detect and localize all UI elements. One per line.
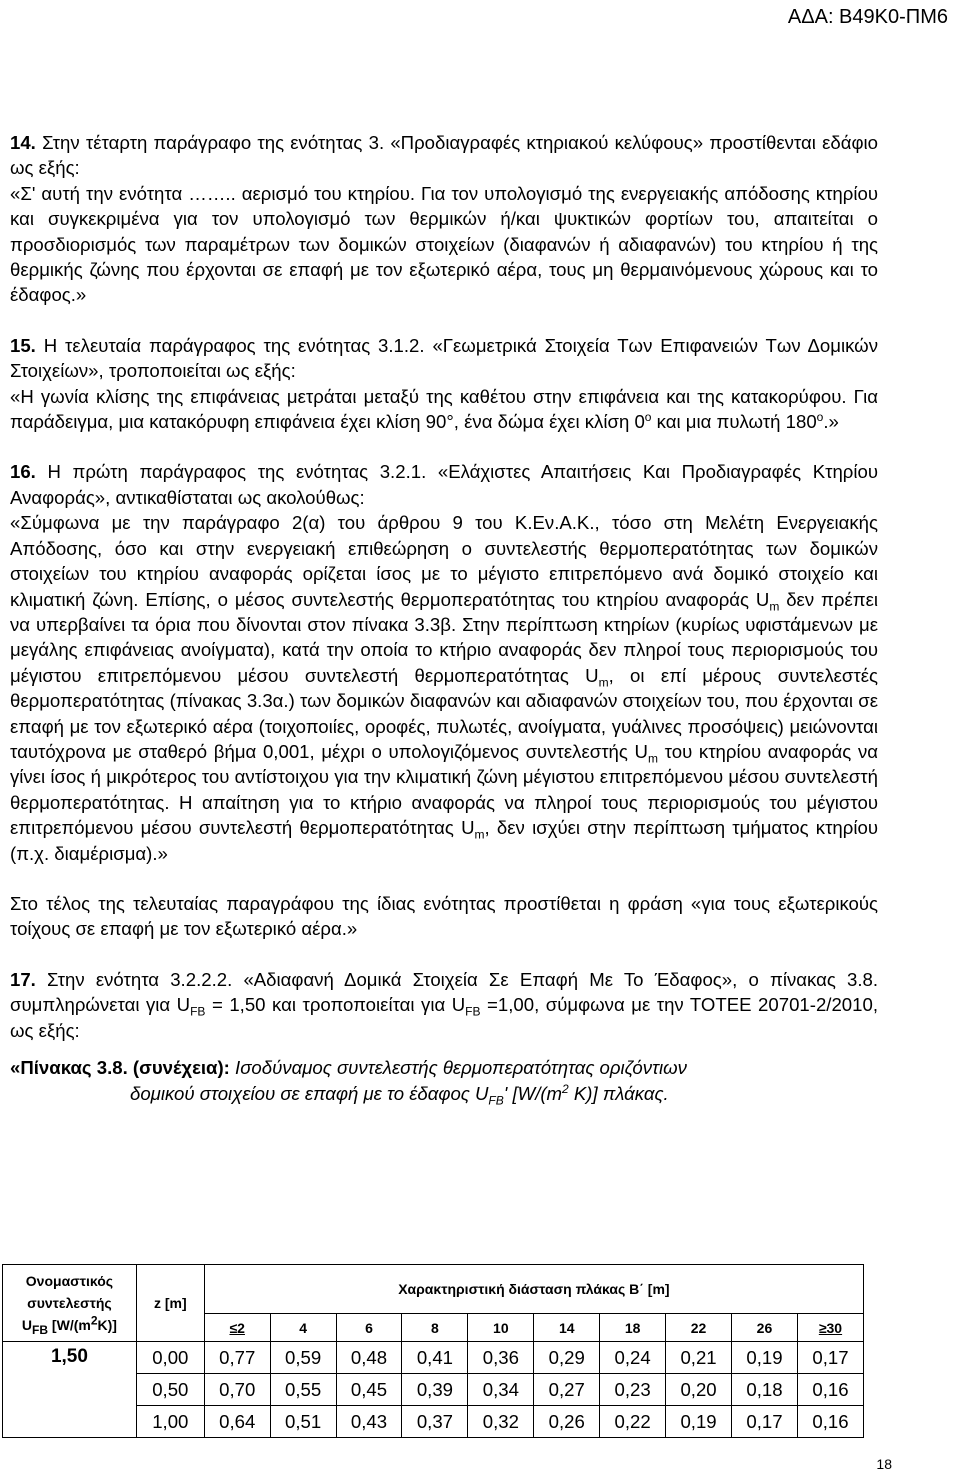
u-value-cell: 0,55 — [270, 1374, 336, 1406]
section-16 — [10, 459, 878, 866]
slab-dimension-label: 26 — [756, 1319, 773, 1336]
slab-dimension-value — [204, 1314, 270, 1342]
table-caption — [10, 1055, 878, 1081]
u-value-cell: 0,36 — [468, 1342, 534, 1374]
subscript: FB — [32, 1322, 49, 1337]
u-value-cell: 0,22 — [600, 1406, 666, 1438]
slab-dimension-value — [797, 1314, 863, 1342]
section-quote: «Σ' αυτή την ενότητα …….. αερισμό του κτηρίου. Για τον υπολογισμό της ενεργειακής απόδοσης κτηρίου και συγκεκριμένα για τον υπολογισμό των θερμικών ή/και ψυκτικών φορτίων του, απαιτείται ο προσδιορισμός των παραμέτρων των δομικών στοιχείων (διαφανών ή αδιαφανών) του κτηρίου ή της θερμικής ζώνης που έρχονται σε επαφή με τον εξωτερικό αέρα, τους μη θερμαινόμενους χώρους και το έδαφος.» — [10, 182, 878, 306]
page-number: 18 — [876, 1456, 892, 1472]
section-number: 16. — [10, 461, 36, 483]
u-value-cell: 0,26 — [534, 1406, 600, 1438]
u-value-cell: 0,32 — [468, 1406, 534, 1438]
caption-label: «Πίνακας 3.8. (συνέχεια): — [10, 1057, 230, 1078]
slab-dimension-header: Χαρακτηριστική διάσταση πλάκας Β΄ [m] — [204, 1265, 863, 1314]
header-text: U — [21, 1317, 33, 1333]
slab-dimension-label: 10 — [493, 1319, 509, 1336]
document-body — [10, 130, 878, 1107]
u-value-cell: 0,51 — [270, 1406, 336, 1438]
u-value-cell: 0,45 — [336, 1374, 402, 1406]
z-header: z [m] — [136, 1265, 204, 1342]
subscript: m — [769, 599, 780, 614]
table-body — [3, 1342, 864, 1438]
u-value-cell: 0,43 — [336, 1406, 402, 1438]
section-number: 15. — [10, 334, 36, 356]
slab-dimension-value — [468, 1314, 534, 1342]
z-value: 0,50 — [136, 1374, 204, 1406]
u-value-cell: 0,17 — [797, 1342, 863, 1374]
section-quote: «Σύμφωνα με την παράγραφο 2(α) του άρθρου 9 του Κ.Εν.Α.Κ., τόσο στη Μελέτη Ενεργειακής Απόδοσης, όσο και στην ενεργειακή επιθεώρηση ο συντελεστής θερμοπερατότητας των δομικών στοιχείων του κτηρίου αναφοράς ορίζεται ίσος με το μέγιστο επιτρεπόμενο ανά δομικό στοιχείο και κλιματική ζώνη. Επίσης, ο μέσος συντελεστής θερμοπερατότητας του κτηρίου αναφοράς U — [10, 512, 878, 610]
u-value-cell: 0,20 — [666, 1374, 732, 1406]
slab-dimension-value — [336, 1314, 402, 1342]
u-value-cell: 0,16 — [797, 1374, 863, 1406]
section-14 — [10, 130, 878, 308]
degree-mark: ο — [816, 409, 824, 424]
slab-dimension-label: 6 — [365, 1319, 373, 1336]
u-value-cell: 0,19 — [666, 1406, 732, 1438]
slab-dimension-value — [270, 1314, 336, 1342]
subscript: m — [647, 751, 658, 766]
section-quote: , δεν ισχύει στην περίπτωση τμήματος κτηρίου (π.χ. διαμέρισμα).» — [10, 817, 878, 864]
u-value-cell: 0,59 — [270, 1342, 336, 1374]
section-number: 14. — [10, 132, 36, 153]
u-value-cell: 0,27 — [534, 1374, 600, 1406]
slab-dimension-label: 8 — [431, 1319, 439, 1336]
header-text: K)] — [97, 1317, 117, 1333]
slab-dimension-value — [666, 1314, 732, 1342]
table-row — [3, 1342, 864, 1374]
slab-dimension-label: 22 — [690, 1319, 707, 1336]
section-intro: Στην ενότητα 3.2.2.2. «Αδιαφανή Δομικά Στοιχεία Σε Επαφή Με Το Έδαφος», ο πίνακας 3.8. συμπληρώνεται για U — [10, 968, 878, 1016]
section-15 — [10, 333, 878, 435]
u-value-cell: 0,16 — [797, 1406, 863, 1438]
caption-text: K)] πλάκας. — [568, 1083, 669, 1104]
slab-dimension-value — [534, 1314, 600, 1342]
u-value-cell: 0,39 — [402, 1374, 468, 1406]
u-value-cell: 0,21 — [666, 1342, 732, 1374]
u-value-cell: 0,17 — [732, 1406, 798, 1438]
section-intro: Η τελευταία παράγραφος της ενότητας 3.1.2. «Γεωμετρικά Στοιχεία Των Επιφανειών Των Δομικών Στοιχείων», τροποποιείται ως εξής: — [10, 334, 878, 382]
section-quote: και μια πυλωτή 180 — [651, 411, 817, 433]
u-value-cell: 0,19 — [732, 1342, 798, 1374]
z-value: 1,00 — [136, 1406, 204, 1438]
section-intro: = 1,50 και τροποποιείται για U — [205, 994, 466, 1016]
header-text: συντελεστής — [27, 1295, 112, 1311]
u-value-cell: 0,18 — [732, 1374, 798, 1406]
slab-dimension-label: ≤2 — [229, 1319, 245, 1336]
section-quote: του κτηρίου αναφοράς να γίνει ίσος ή μικρότερος του αντίστοιχου για την κλιματική ζώνη μέγιστου επιτρεπόμενου μέσου συντελεστή θερμοπερατότητας. Η απαίτηση για το κτήριο αναφοράς να πληροί τους περιορισμούς του μέγιστου επιτρεπόμενου μέσου συντελεστή θερμοπερατότητας U — [10, 740, 878, 839]
section-quote: δεν πρέπει να υπερβαίνει τα όρια που δίνονται στον πίνακα 3.3β. Στην περίπτωση κτηρίων (κυρίως υφιστάμενων με μεγάλης επιφάνειας ανοίγματα), κατά την οποία το κτήριο αναφοράς δεν πληροί τους περιορισμούς του μέγιστου επιτρεπόμενου μέσου συντελεστή θερμοπερατότητας U — [10, 588, 878, 686]
u-value-cell: 0,23 — [600, 1374, 666, 1406]
u-value-cell: 0,48 — [336, 1342, 402, 1374]
document-code: ΑΔΑ: Β49Κ0-ΠΜ6 — [787, 6, 948, 28]
u-value-cell: 0,29 — [534, 1342, 600, 1374]
u-value-cell: 0,70 — [204, 1374, 270, 1406]
z-value: 0,00 — [136, 1342, 204, 1374]
section-17 — [10, 967, 878, 1043]
subscript: FB — [465, 1004, 481, 1019]
slab-dimension-value — [600, 1314, 666, 1342]
section-number: 17. — [10, 968, 36, 990]
superscript: 2 — [90, 1313, 98, 1328]
u-value-cell: 0,41 — [402, 1342, 468, 1374]
ufb-value: 1,50 — [3, 1342, 137, 1438]
section-quote: .» — [823, 411, 839, 433]
superscript: 2 — [562, 1081, 569, 1096]
u-value-cell: 0,24 — [600, 1342, 666, 1374]
caption-text: ' [W/(m — [503, 1083, 563, 1104]
header-text: [W/(m — [48, 1317, 91, 1333]
slab-dimension-value — [732, 1314, 798, 1342]
nominal-coefficient-header — [3, 1265, 137, 1342]
subscript: m — [598, 675, 609, 690]
subscript: m — [474, 827, 485, 842]
section-quote: «Η γωνία κλίσης της επιφάνειας μετράται μεταξύ της καθέτου στην επιφάνεια και της κατακορύφου. Για παράδειγμα, μια κατακόρυφη επιφάνεια έχει κλίση 90°, ένα δώμα έχει κλίση 0 — [10, 385, 878, 433]
section-quote: , οι επί μέρους συντελεστές θερμοπερατότητας (πίνακας 3.3α.) των δομικών διαφανών και αδιαφανών στοιχείων του, που έρχονται σε επαφή με τον εξωτερικό αέρα (τοιχοποιίες, οροφές, πυλωτές, ανοίγματα, γυάλινες προσόψεις) μειώνονται ταυτόχρονα με σταθερό βήμα 0,001, μέχρι ο υπολογιζόμενος συντελεστής U — [10, 664, 878, 762]
slab-dimension-label: ≥30 — [818, 1319, 843, 1336]
u-value-cell: 0,77 — [204, 1342, 270, 1374]
header-text: Ονομαστικός — [25, 1273, 114, 1289]
degree-mark: ο — [644, 409, 652, 424]
subscript: FB — [488, 1093, 504, 1108]
slab-dimension-value — [402, 1314, 468, 1342]
slab-dimension-label: 4 — [299, 1319, 308, 1336]
caption-text: Ισοδύναμος συντελεστής θερμοπερατότητας οριζόντιων — [229, 1057, 687, 1078]
slab-dimension-label: 14 — [558, 1319, 575, 1336]
section-16-addendum: Στο τέλος της τελευταίας παραγράφου της ίδιας ενότητας προστίθεται η φράση «για τους εξωτερικούς τοίχους σε επαφή με τον εξωτερικό αέρα.» — [10, 892, 878, 940]
section-intro: Η πρώτη παράγραφος της ενότητας 3.2.1. «Ελάχιστες Απαιτήσεις Και Προδιαγραφές Κτηρίου Αναφοράς», αντικαθίσταται ως ακολούθως: — [10, 461, 878, 508]
u-value-cell: 0,64 — [204, 1406, 270, 1438]
slab-dimension-label: 18 — [624, 1319, 641, 1336]
u-value-cell: 0,34 — [468, 1374, 534, 1406]
caption-text: δομικού στοιχείου σε επαφή με το έδαφος U — [130, 1083, 489, 1104]
section-intro: Στην τέταρτη παράγραφο της ενότητας 3. «Προδιαγραφές κτηριακού κελύφους» προστίθενται εδάφιο ως εξής: — [10, 132, 878, 179]
u-value-table — [2, 1264, 864, 1438]
u-value-cell: 0,37 — [402, 1406, 468, 1438]
subscript: FB — [190, 1004, 206, 1019]
table-caption-line2 — [10, 1081, 878, 1107]
section-intro: =1,00, σύμφωνα με την ΤΟΤΕΕ 20701-2/2010, ως εξής: — [10, 994, 878, 1041]
